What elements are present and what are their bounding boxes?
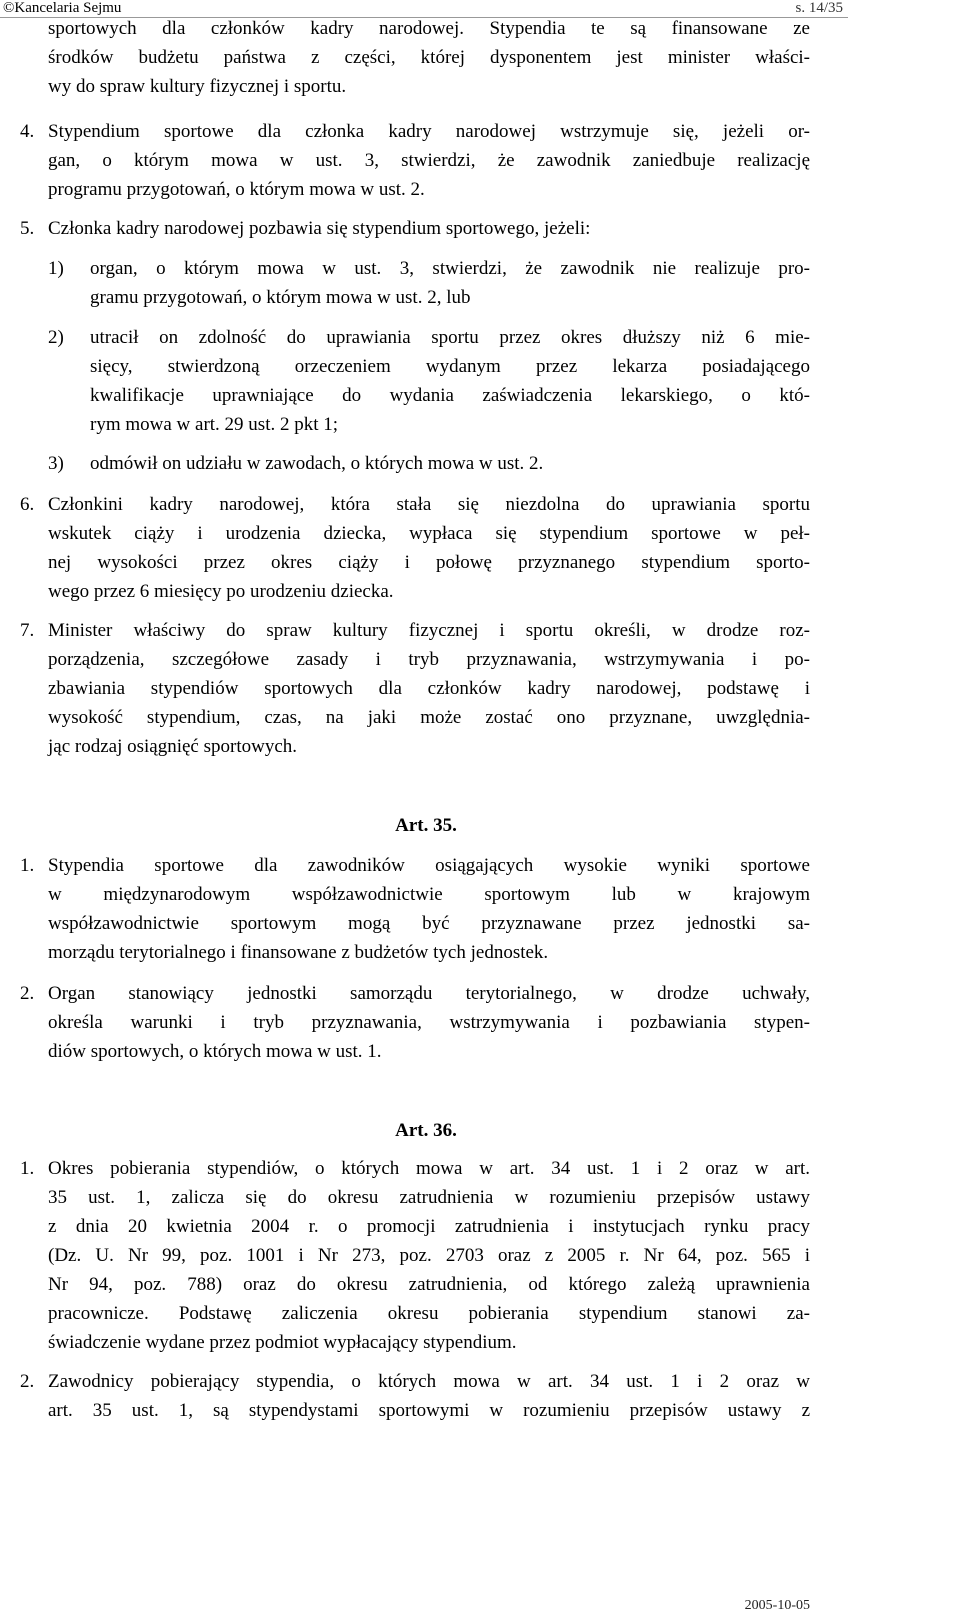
- text-line: rym mowa w art. 29 ust. 2 pkt 1;: [90, 414, 339, 435]
- text-line: utracił on zdolność do uprawiania sportu przez okres dłuższy niż 6 mie-: [90, 327, 810, 348]
- text-line: nej wysokości przez okres ciąży i połowę przyznanego stypendium sporto-: [48, 552, 810, 573]
- paragraph-6: [48, 490, 810, 606]
- article-35-paragraph-2: [48, 979, 810, 1066]
- paragraph-4: [48, 117, 810, 204]
- text-line: Członkini kadry narodowej, która stała się niezdolna do uprawiania sportu: [48, 494, 810, 515]
- paragraph-number: 1.: [20, 1158, 35, 1179]
- text-line: z dnia 20 kwietnia 2004 r. o promocji zatrudnienia i instytucjach rynku pracy: [48, 1216, 810, 1237]
- paragraph-5: [48, 214, 810, 243]
- text-line: Stypendium sportowe dla członka kadry narodowej wstrzymuje się, jeżeli or-: [48, 121, 810, 142]
- text-line: wysokość stypendium, czas, na jaki może zostać ono przyznane, uwzględnia-: [48, 707, 810, 728]
- text-line: środków budżetu państwa z części, której dysponentem jest minister właści-: [48, 47, 810, 68]
- text-line: jąc rodzaj osiągnięć sportowych.: [48, 736, 298, 757]
- text-line: wskutek ciąży i urodzenia dziecka, wypłaca się stypendium sportowe w peł-: [48, 523, 810, 544]
- point-5-1: [90, 254, 810, 312]
- paragraph-intro: [48, 14, 810, 101]
- paragraph-number: 4.: [20, 121, 35, 142]
- point-5-2: [90, 323, 810, 439]
- text-line: wy do spraw kultury fizycznej i sportu.: [48, 76, 347, 97]
- article-35-paragraph-1: [48, 851, 810, 967]
- point-number: 2): [48, 327, 64, 348]
- text-line: 35 ust. 1, zalicza się do okresu zatrudnienia w rozumieniu przepisów ustawy: [48, 1187, 810, 1208]
- page-number: s. 14/35: [795, 0, 843, 16]
- text-line: gan, o którym mowa w ust. 3, stwierdzi, że zawodnik zaniedbuje realizację: [48, 150, 810, 171]
- article-36-paragraph-1: [48, 1154, 810, 1357]
- text-line: zbawiania stypendiów sportowych dla członków kadry narodowej, podstawę i: [48, 678, 810, 699]
- text-line: porządzenia, szczegółowe zasady i tryb przyznawania, wstrzymywania i po-: [48, 649, 810, 670]
- text-line: Stypendia sportowe dla zawodników osiągających wysokie wyniki sportowe: [48, 855, 810, 876]
- article-36-paragraph-2: [48, 1367, 810, 1425]
- text-line: programu przygotowań, o którym mowa w ust. 2.: [48, 179, 425, 200]
- text-line: (Dz. U. Nr 99, poz. 1001 i Nr 273, poz. 2703 oraz z 2005 r. Nr 64, poz. 565 i: [48, 1245, 810, 1266]
- text-line: odmówił on udziału w zawodach, o których mowa w ust. 2.: [90, 453, 544, 474]
- article-heading: Art. 36.: [395, 1120, 457, 1141]
- text-line: Organ stanowiący jednostki samorządu terytorialnego, w drodze uchwały,: [48, 983, 810, 1004]
- text-line: kwalifikacje uprawniające do wydania zaświadczenia lekarskiego, o któ-: [90, 385, 810, 406]
- text-line: Zawodnicy pobierający stypendia, o których mowa w art. 34 ust. 1 i 2 oraz w: [48, 1371, 810, 1392]
- text-line: określa warunki i tryb przyznawania, wstrzymywania i pozbawiania stypen-: [48, 1012, 810, 1033]
- text-line: organ, o którym mowa w ust. 3, stwierdzi, że zawodnik nie realizuje pro-: [90, 258, 810, 279]
- paragraph-number: 5.: [20, 218, 35, 239]
- paragraph-7: [48, 616, 810, 761]
- text-line: Okres pobierania stypendiów, o których mowa w art. 34 ust. 1 i 2 oraz w art.: [48, 1158, 810, 1179]
- text-line: świadczenie wydane przez podmiot wypłacający stypendium.: [48, 1332, 517, 1353]
- text-line: Nr 94, poz. 788) oraz do okresu zatrudnienia, od którego zależą uprawnienia: [48, 1274, 810, 1295]
- text-line: współzawodnictwie sportowym mogą być przyznawane przez jednostki sa-: [48, 913, 810, 934]
- text-line: diów sportowych, o których mowa w ust. 1.: [48, 1041, 382, 1062]
- paragraph-number: 7.: [20, 620, 35, 641]
- text-line: Członka kadry narodowej pozbawia się stypendium sportowego, jeżeli:: [48, 218, 591, 239]
- text-line: pracownicze. Podstawę zaliczenia okresu pobierania stypendium stanowi za-: [48, 1303, 810, 1324]
- text-line: wego przez 6 miesięcy po urodzeniu dziecka.: [48, 581, 394, 602]
- text-line: gramu przygotowań, o którym mowa w ust. 2, lub: [90, 287, 471, 308]
- document-date: 2005-10-05: [744, 1598, 810, 1613]
- text-line: w międzynarodowym współzawodnictwie sportowym lub w krajowym: [48, 884, 810, 905]
- text-line: morządu terytorialnego i finansowane z budżetów tych jednostek.: [48, 942, 549, 963]
- article-heading: Art. 35.: [395, 815, 457, 836]
- text-line: sięcy, stwierdzoną orzeczeniem wydanym przez lekarza posiadającego: [90, 356, 810, 377]
- point-number: 3): [48, 453, 64, 474]
- paragraph-number: 6.: [20, 494, 35, 515]
- point-5-3: [90, 449, 810, 478]
- text-line: sportowych dla członków kadry narodowej. Stypendia te są finansowane ze: [48, 18, 810, 39]
- header-source: ©Kancelaria Sejmu: [3, 0, 122, 16]
- paragraph-number: 1.: [20, 855, 35, 876]
- paragraph-number: 2.: [20, 1371, 35, 1392]
- paragraph-number: 2.: [20, 983, 35, 1004]
- point-number: 1): [48, 258, 64, 279]
- text-line: art. 35 ust. 1, są stypendystami sportowymi w rozumieniu przepisów ustawy z: [48, 1400, 810, 1421]
- text-line: Minister właściwy do spraw kultury fizycznej i sportu określi, w drodze roz-: [48, 620, 810, 641]
